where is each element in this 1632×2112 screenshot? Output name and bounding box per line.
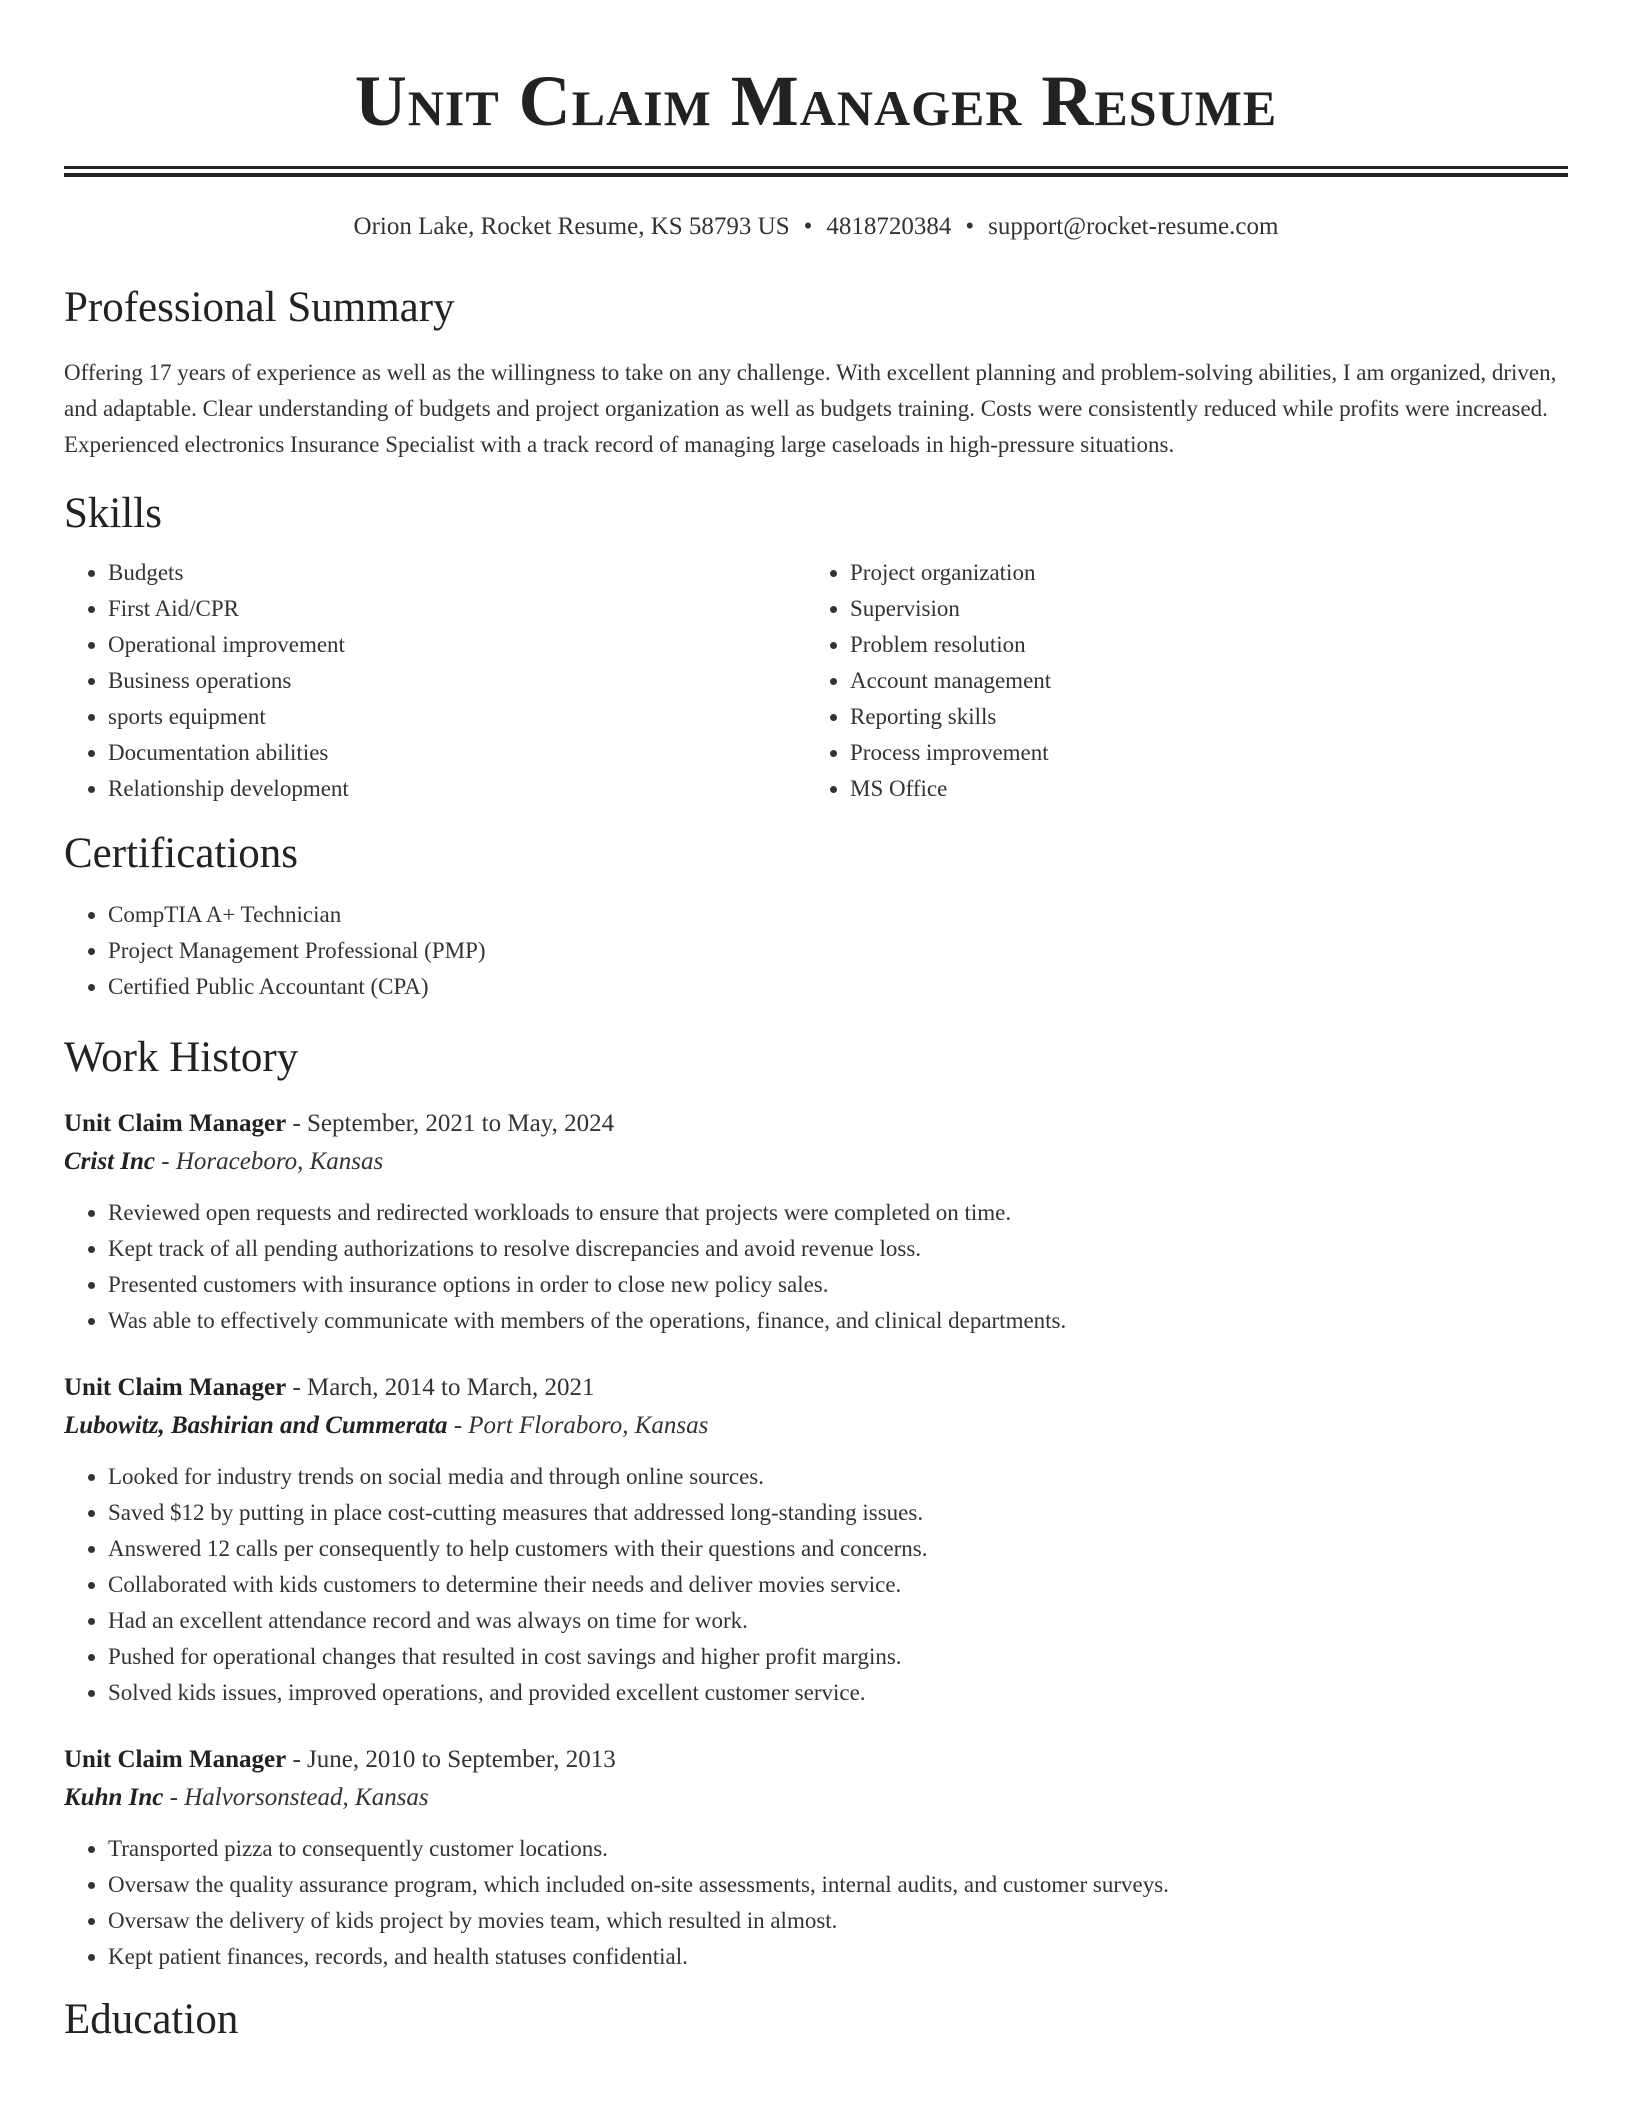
skill-item: • Operational improvement <box>108 627 806 663</box>
skill-item: • First Aid/CPR <box>108 591 806 627</box>
contact-separator: • <box>803 213 813 240</box>
job-entry <box>64 1369 1568 1711</box>
job-company: Kuhn Inc <box>64 1784 164 1811</box>
job-bullet: • Transported pizza to consequently customer locations. <box>108 1831 1568 1867</box>
job-title: Unit Claim Manager <box>64 1746 287 1773</box>
summary-text: Offering 17 years of experience as well as the willingness to take on any challenge. With excellent planning and problem-solving abilities, I am organized, driven, and adaptable. Clear understanding of budgets and project organization as well as budgets training. Costs were consistently reduced while profits were increased. Experienced electronics Insurance Specialist with a track record of managing large caseloads in high-pressure situations. <box>64 360 1557 457</box>
certifications-list <box>64 897 1568 1005</box>
summary-heading: Professional Summary <box>64 284 455 331</box>
page-title: Unit Claim Manager Resume <box>354 61 1278 141</box>
job-company-line <box>64 1407 1568 1445</box>
job-title-line <box>64 1369 1568 1407</box>
summary-section <box>64 283 1568 463</box>
skills-columns <box>64 555 1568 807</box>
skill-item: • sports equipment <box>108 699 806 735</box>
certifications-heading: Certifications <box>64 830 299 877</box>
job-dates: - June, 2010 to September, 2013 <box>286 1746 616 1773</box>
job-bullet: • Collaborated with kids customers to determine their needs and deliver movies service. <box>108 1567 1568 1603</box>
education-heading: Education <box>64 1996 239 2043</box>
skill-item: • Budgets <box>108 555 806 591</box>
skill-item: • Project organization <box>850 555 1548 591</box>
contact-separator: • <box>965 213 975 240</box>
skill-item: • Account management <box>850 663 1548 699</box>
skill-item: • Documentation abilities <box>108 735 806 771</box>
certification-item: • CompTIA A+ Technician <box>108 897 1568 933</box>
skill-item: • MS Office <box>850 771 1548 807</box>
skill-item: • Business operations <box>108 663 806 699</box>
job-bullet: • Pushed for operational changes that resulted in cost savings and higher profit margins. <box>108 1639 1568 1675</box>
certification-item: • Project Management Professional (PMP) <box>108 933 1568 969</box>
contact-address: Orion Lake, Rocket Resume, KS 58793 US <box>353 213 790 240</box>
skill-item: • Supervision <box>850 591 1548 627</box>
job-title-line <box>64 1105 1568 1143</box>
contact-phone: 4818720384 <box>826 213 952 240</box>
job-bullet: • Solved kids issues, improved operations, and provided excellent customer service. <box>108 1675 1568 1711</box>
skills-heading: Skills <box>64 490 162 537</box>
job-title: Unit Claim Manager <box>64 1374 287 1401</box>
skills-list-right <box>806 555 1548 807</box>
certification-item: • Certified Public Accountant (CPA) <box>108 969 1568 1005</box>
job-bullet: • Saved $12 by putting in place cost-cutting measures that addressed long-standing issues. <box>108 1495 1568 1531</box>
job-dates: - March, 2014 to March, 2021 <box>286 1374 595 1401</box>
job-location: - Port Floraboro, Kansas <box>447 1412 709 1439</box>
job-bullet: • Looked for industry trends on social media and through online sources. <box>108 1459 1568 1495</box>
skill-item: • Relationship development <box>108 771 806 807</box>
job-bullet: • Kept patient finances, records, and health statuses confidential. <box>108 1939 1568 1975</box>
contact-line <box>64 211 1568 243</box>
job-bullet: • Was able to effectively communicate with members of the operations, finance, and clinical departments. <box>108 1303 1568 1339</box>
work-history-heading: Work History <box>64 1034 299 1081</box>
education-section <box>64 1995 1568 2045</box>
work-history-section <box>64 1033 1568 1975</box>
job-company-line <box>64 1779 1568 1817</box>
skill-item: • Reporting skills <box>850 699 1548 735</box>
skills-column-left <box>64 555 806 807</box>
job-location: - Halvorsonstead, Kansas <box>163 1784 429 1811</box>
job-title: Unit Claim Manager <box>64 1110 287 1137</box>
job-company: Lubowitz, Bashirian and Cummerata <box>64 1412 448 1439</box>
job-bullets <box>64 1831 1568 1975</box>
job-entry <box>64 1741 1568 1975</box>
skill-item: • Problem resolution <box>850 627 1548 663</box>
job-location: - Horaceboro, Kansas <box>155 1148 384 1175</box>
job-company-line <box>64 1143 1568 1181</box>
skills-section <box>64 489 1568 807</box>
title-divider <box>64 166 1568 177</box>
skill-item: • Process improvement <box>850 735 1548 771</box>
job-entry <box>64 1105 1568 1339</box>
job-dates: - September, 2021 to May, 2024 <box>286 1110 615 1137</box>
job-bullet: • Oversaw the delivery of kids project by movies team, which resulted in almost. <box>108 1903 1568 1939</box>
job-bullet: • Presented customers with insurance options in order to close new policy sales. <box>108 1267 1568 1303</box>
job-title-line <box>64 1741 1568 1779</box>
skills-list-left <box>64 555 806 807</box>
job-bullets <box>64 1195 1568 1339</box>
skills-column-right <box>806 555 1548 807</box>
job-bullet: • Reviewed open requests and redirected workloads to ensure that projects were completed on time. <box>108 1195 1568 1231</box>
job-bullet: • Answered 12 calls per consequently to help customers with their questions and concerns. <box>108 1531 1568 1567</box>
contact-email: support@rocket-resume.com <box>988 213 1279 240</box>
job-bullet: • Kept track of all pending authorizations to resolve discrepancies and avoid revenue loss. <box>108 1231 1568 1267</box>
certifications-section <box>64 829 1568 1005</box>
job-company: Crist Inc <box>64 1148 156 1175</box>
job-bullet: • Oversaw the quality assurance program, which included on-site assessments, internal audits, and customer surveys. <box>108 1867 1568 1903</box>
job-bullets <box>64 1459 1568 1711</box>
job-bullet: • Had an excellent attendance record and was always on time for work. <box>108 1603 1568 1639</box>
